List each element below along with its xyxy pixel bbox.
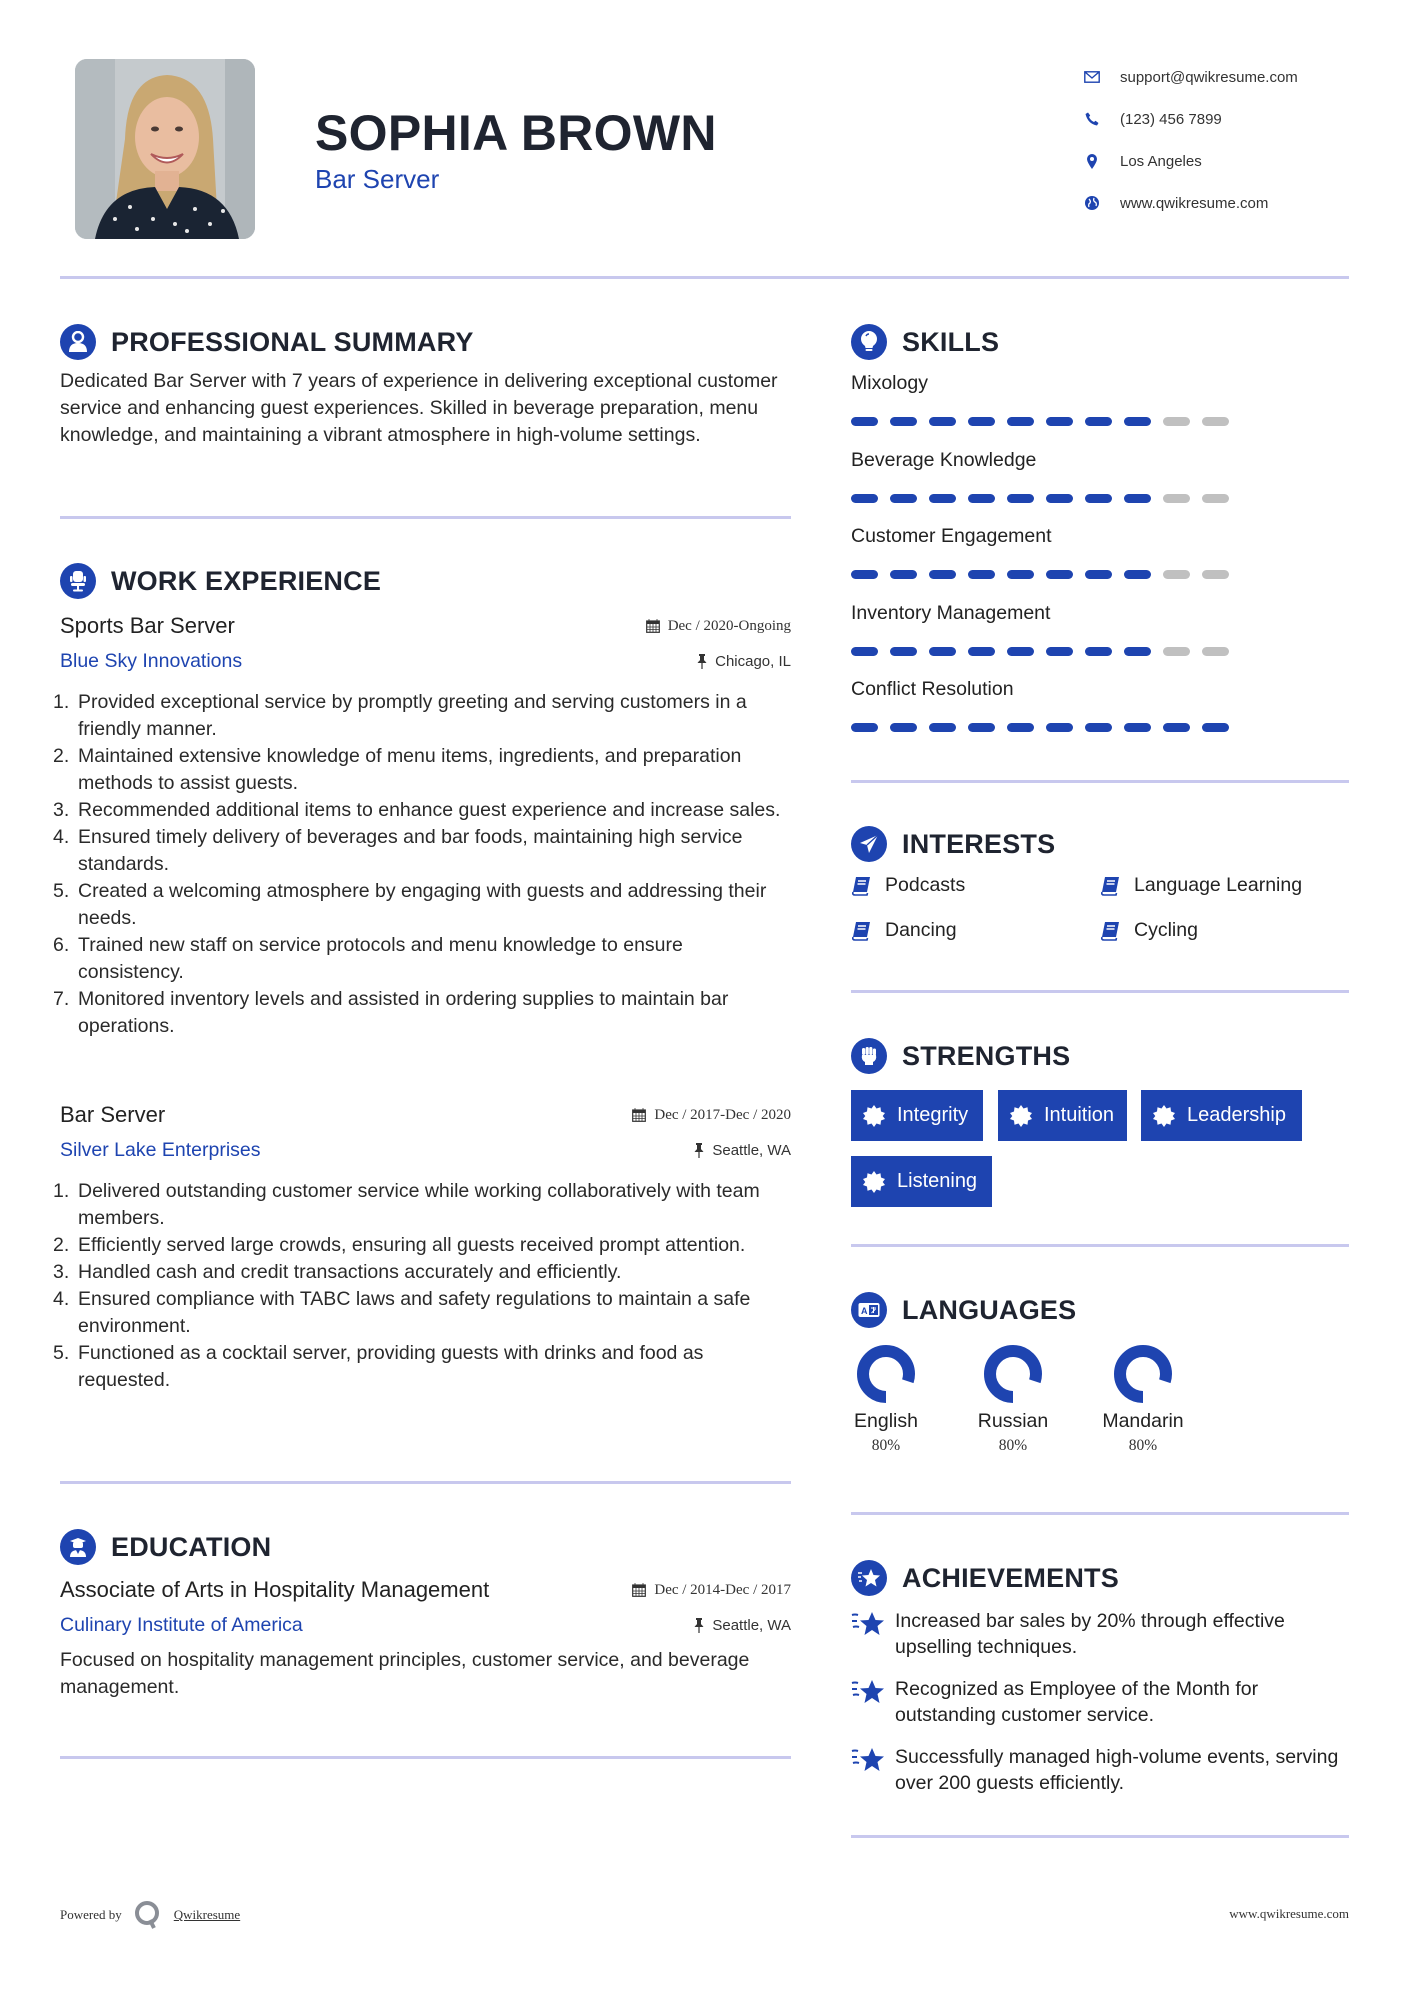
paper-plane-icon: [851, 826, 887, 862]
shooting-star-icon: [851, 1746, 885, 1774]
language-progress-ring: [1113, 1344, 1173, 1404]
user-icon: [60, 324, 96, 360]
achievement-item: Recognized as Employee of the Month for outstanding customer service.: [851, 1676, 1349, 1728]
section-title: INTERESTS: [902, 828, 1056, 859]
book-icon: [1100, 921, 1120, 941]
section-title: WORK EXPERIENCE: [111, 565, 382, 596]
contact-website[interactable]: www.qwikresume.com: [1082, 182, 1382, 224]
bullet-item: 1. Delivered outstanding customer service while working collaboratively with team members.: [53, 1180, 760, 1229]
section-education: [60, 1529, 791, 1701]
job-dates: Dec / 2017-Dec / 2020: [632, 1107, 791, 1124]
pushpin-icon: [694, 1143, 704, 1158]
achievement-item: Successfully managed high-volume events, serving over 200 guests efficiently.: [851, 1744, 1349, 1796]
skill-item: Beverage Knowledge: [851, 449, 1349, 503]
language-item: Russian 80%: [975, 1344, 1051, 1455]
header-divider: [60, 276, 1349, 279]
job-entry: [53, 1100, 791, 1394]
calendar-icon: [632, 1108, 646, 1122]
degree-title: Associate of Arts in Hospitality Management: [60, 1577, 490, 1602]
job-company: Blue Sky Innovations: [60, 649, 243, 672]
section-title: EDUCATION: [111, 1531, 272, 1562]
section-achievements: [851, 1560, 1349, 1596]
contact-info: [1082, 56, 1382, 224]
job-dates: Dec / 2020-Ongoing: [646, 618, 791, 635]
bullet-item: 2. Maintained extensive knowledge of menu items, ingredients, and preparation methods to assist guests.: [53, 745, 742, 794]
skill-rating-bar: [851, 494, 1349, 503]
interest-item: Podcasts: [851, 874, 965, 897]
skill-rating-bar: [851, 723, 1349, 732]
bullet-item: 5. Created a welcoming atmosphere by engaging with guests and addressing their needs.: [53, 880, 767, 929]
bullet-item: 5. Functioned as a cocktail server, providing guests with drinks and food as requested.: [53, 1342, 704, 1391]
section-divider: [851, 1512, 1349, 1515]
strength-chip: Integrity: [851, 1090, 983, 1141]
language-progress-ring: [856, 1344, 916, 1404]
section-title: STRENGTHS: [902, 1040, 1071, 1071]
section-divider: [851, 1835, 1349, 1838]
profile-photo: [75, 59, 255, 239]
interest-item: Cycling: [1100, 919, 1198, 942]
book-icon: [851, 876, 871, 896]
section-skills: [851, 324, 1349, 360]
section-languages: [851, 1292, 1349, 1328]
candidate-name: SOPHIA BROWN: [315, 105, 717, 161]
qwikresume-logo-icon: [134, 1900, 162, 1930]
section-divider: [60, 516, 791, 519]
bullet-item: 6. Trained new staff on service protocols and menu knowledge to ensure consistency.: [53, 934, 683, 983]
skill-item: Inventory Management: [851, 602, 1349, 656]
section-strengths: [851, 1038, 1349, 1074]
skill-rating-bar: [851, 570, 1349, 579]
skill-item: Customer Engagement: [851, 525, 1349, 579]
job-location: Seattle, WA: [694, 1142, 791, 1159]
bullet-item: 4. Ensured compliance with TABC laws and safety regulations to maintain a safe environment.: [53, 1288, 751, 1337]
bullet-item: 4. Ensured timely delivery of beverages and bar foods, maintaining high service standards.: [53, 826, 743, 875]
job-title: Sports Bar Server: [60, 613, 235, 638]
fist-icon: [851, 1038, 887, 1074]
badge-icon: [1153, 1105, 1175, 1127]
section-title: LANGUAGES: [902, 1294, 1077, 1325]
translate-icon: [851, 1292, 887, 1328]
skill-rating-bar: [851, 647, 1349, 656]
badge-icon: [863, 1171, 885, 1193]
bullet-item: 7. Monitored inventory levels and assisted in ordering supplies to maintain bar operations.: [53, 988, 729, 1037]
candidate-role: Bar Server: [315, 164, 440, 194]
job-bullets: [53, 1178, 791, 1394]
section-title: SKILLS: [902, 326, 1000, 357]
section-divider: [851, 1244, 1349, 1247]
strength-chip: Listening: [851, 1156, 992, 1207]
section-summary: [60, 324, 791, 449]
shooting-star-icon: [851, 1610, 885, 1638]
section-title: PROFESSIONAL SUMMARY: [111, 326, 474, 357]
job-company: Silver Lake Enterprises: [60, 1138, 261, 1161]
calendar-icon: [632, 1583, 646, 1597]
graduate-icon: [60, 1529, 96, 1565]
job-entry: [53, 611, 791, 1040]
phone-icon: [1082, 109, 1102, 129]
map-marker-icon: [1082, 151, 1102, 171]
interest-item: Dancing: [851, 919, 957, 942]
qwikresume-link[interactable]: Qwikresume: [173, 1907, 241, 1922]
office-chair-icon: [60, 563, 96, 599]
badge-icon: [1010, 1105, 1032, 1127]
job-location: Chicago, IL: [697, 653, 791, 670]
contact-location: Los Angeles: [1082, 140, 1382, 182]
calendar-icon: [646, 619, 660, 633]
education-description: Focused on hospitality management principles, customer service, and beverage management.: [60, 1649, 750, 1698]
job-bullets: [53, 689, 791, 1040]
shooting-star-icon: [851, 1678, 885, 1706]
strength-chip: Intuition: [998, 1090, 1127, 1141]
section-divider: [60, 1756, 791, 1759]
education-location: Seattle, WA: [694, 1617, 791, 1634]
svg-text:A: A: [861, 1306, 868, 1316]
contact-email[interactable]: support@qwikresume.com: [1082, 56, 1382, 98]
section-divider: [851, 780, 1349, 783]
section-divider: [851, 990, 1349, 993]
badge-icon: [863, 1105, 885, 1127]
pushpin-icon: [697, 654, 707, 669]
bullet-item: 3. Recommended additional items to enhance guest experience and increase sales.: [53, 799, 781, 821]
star-badge-icon: [851, 1560, 887, 1596]
book-icon: [851, 921, 871, 941]
summary-text: Dedicated Bar Server with 7 years of experience in delivering exceptional customer service and enhancing guest experiences. Skilled in beverage preparation, menu knowledge, and maintaining a vibrant atmosphere in high-volume settings.: [60, 370, 778, 446]
job-title: Bar Server: [60, 1102, 166, 1127]
language-progress-ring: [983, 1344, 1043, 1404]
skill-item: Mixology: [851, 372, 1349, 426]
pushpin-icon: [694, 1618, 704, 1633]
education-dates: Dec / 2014-Dec / 2017: [632, 1582, 791, 1599]
section-title: ACHIEVEMENTS: [902, 1562, 1119, 1593]
globe-icon: [1082, 193, 1102, 213]
footer-website-link[interactable]: www.qwikresume.com: [1229, 1906, 1349, 1921]
lightbulb-icon: [851, 324, 887, 360]
bullet-item: 1. Provided exceptional service by promptly greeting and serving customers in a friendly manner.: [53, 691, 747, 740]
school-name: Culinary Institute of America: [60, 1613, 303, 1636]
section-interests: [851, 826, 1349, 862]
skill-rating-bar: [851, 417, 1349, 426]
strength-chip: Leadership: [1141, 1090, 1302, 1141]
section-divider: [60, 1481, 791, 1484]
bullet-item: 2. Efficiently served large crowds, ensuring all guests received prompt attention.: [53, 1234, 746, 1256]
contact-phone[interactable]: (123) 456 7899: [1082, 98, 1382, 140]
interest-item: Language Learning: [1100, 874, 1302, 897]
footer-powered-by: Powered by Qwikresume: [60, 1900, 240, 1930]
section-experience: [60, 563, 791, 599]
language-item: Mandarin 80%: [1097, 1344, 1189, 1455]
book-icon: [1100, 876, 1120, 896]
language-item: English 80%: [851, 1344, 921, 1455]
skill-item: Conflict Resolution: [851, 678, 1349, 732]
bullet-item: 3. Handled cash and credit transactions accurately and efficiently.: [53, 1261, 622, 1283]
achievement-item: Increased bar sales by 20% through effective upselling techniques.: [851, 1608, 1349, 1660]
envelope-icon: [1082, 67, 1102, 87]
